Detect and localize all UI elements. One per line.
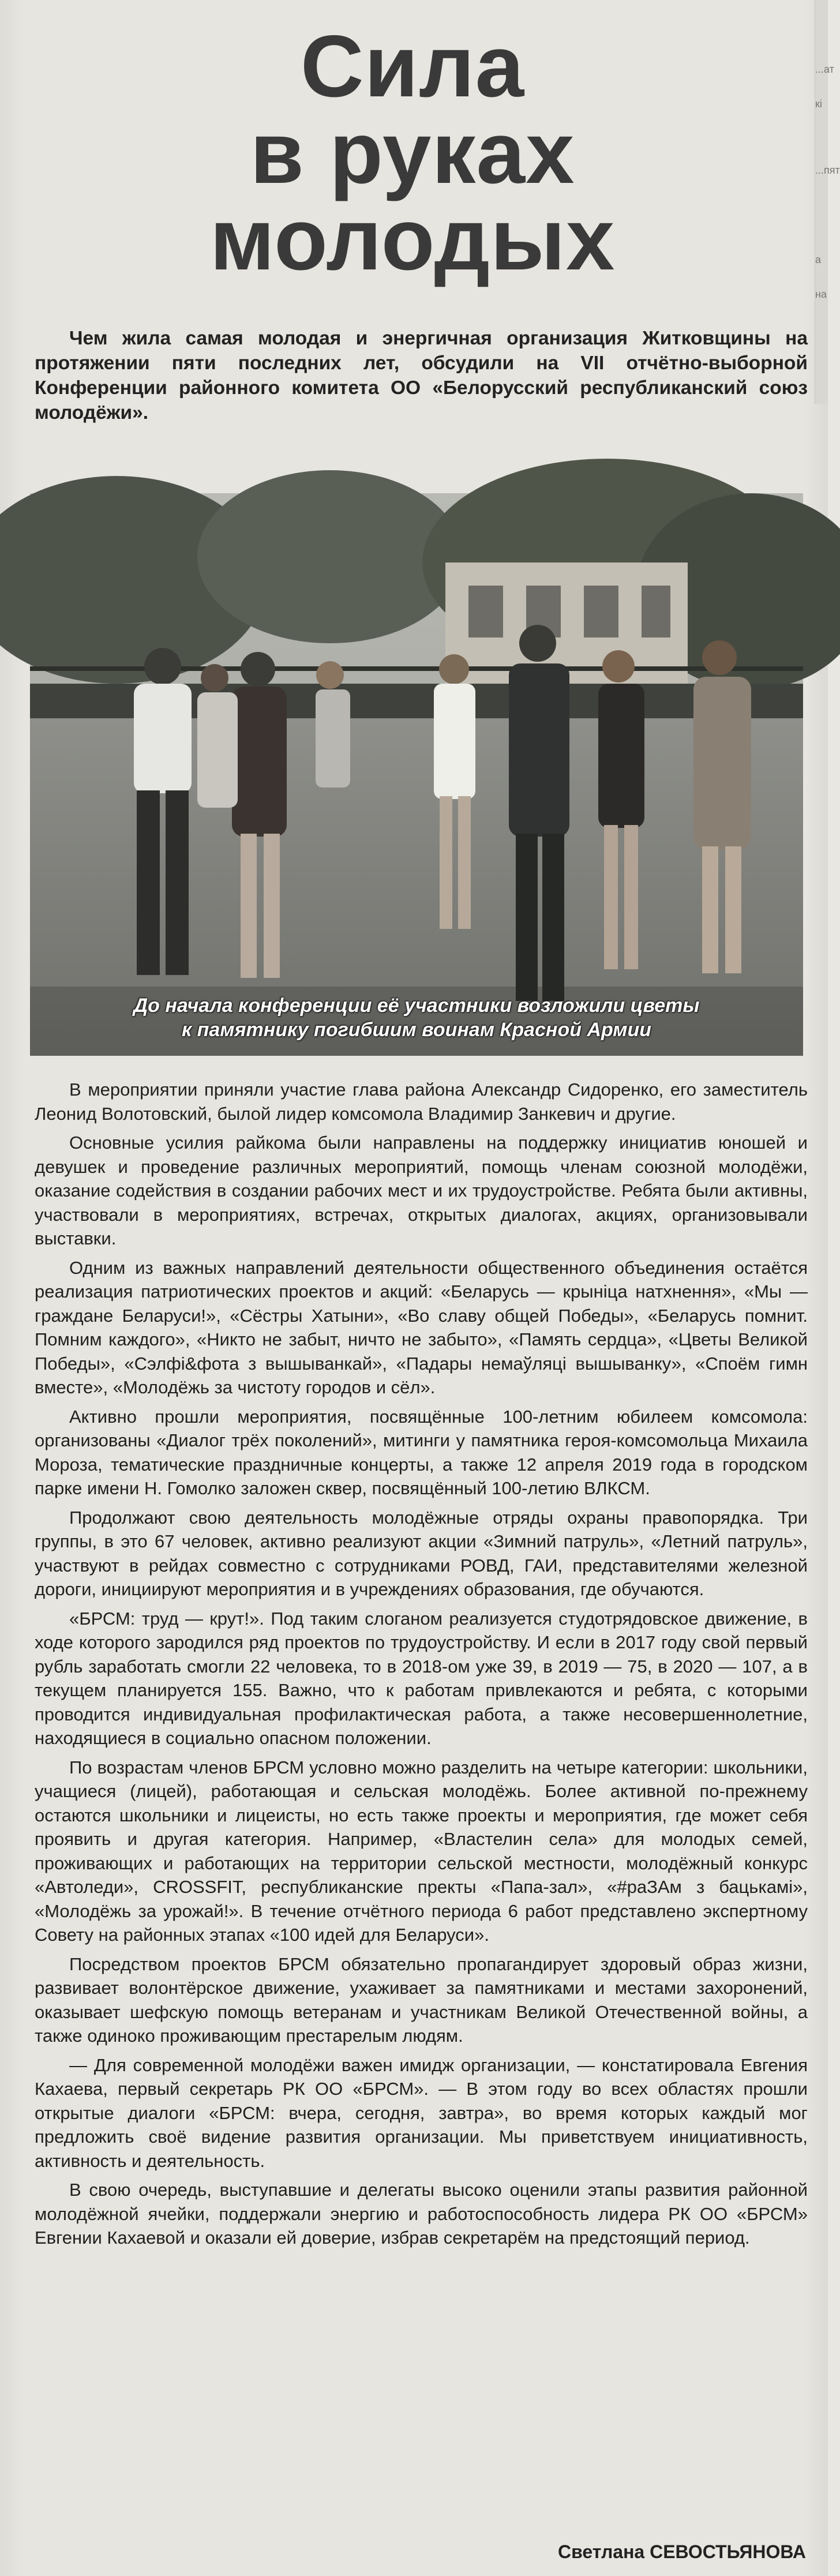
body-paragraph: Основные усилия райкома были направлены на поддержку инициатив юношей и девушек и проведение различных мероприятий, помощь членам союзной молодёжи, оказание содействия в создании рабочих мест и их трудоустройстве. Ребята были активны, участвовали в мероприятиях, встречах, открытых диалогах, акциях, организовывали выставки. — [35, 1133, 808, 1248]
body-paragraph: «БРСМ: труд — крут!». Под таким слоганом реализуется студотрядовское движение, в ходе которого зародился ряд проектов по трудоустройству. И если в 2017 году свой первый рубль заработать смогли 22 человека, то в 2018-ом уже 39, в 2019 — 75, в 2020 — 107, а в текущем планируется 155. Важно, что к работам привлекаются и ребята, с которыми проводится индивидуальная профилактическая работа, а также несовершеннолетние, находящиеся в социально опасном положении. — [35, 1608, 808, 1748]
photo-caption — [30, 993, 803, 1042]
article-headline — [69, 17, 756, 288]
headline-line: Сила — [300, 17, 525, 115]
body-paragraph: Посредством проектов БРСМ обязательно пропагандирует здоровый образ жизни, развивает волонтёрское движение, ухаживает за памятниками и местами захоронений, оказывает шефскую помощь ветеранам и участникам Великой Отечественной войны, а также одиноко проживающим престарелым людям. — [35, 1953, 808, 2046]
body-paragraph: В свою очередь, выступавшие и делегаты высоко оценили этапы развития районной молодёжной ячейки, поддержали энергию и работоспособность лидера РК ОО «БРСМ» Евгении Кахаевой и оказали ей доверие, избрав секретарём на предстоящий период. — [35, 2180, 808, 2248]
body-paragraph: Активно прошли мероприятия, посвящённые 100-летним юбилеем комсомола: организованы «Диалог трёх поколений», митинги у памятника героя-комсомольца Михаила Мороза, тематические праздничные концерты, а также 12 апреля 2019 года в городском парке имени Н. Гомолко заложен сквер, посвящённый 100-летию ВЛКСМ. — [35, 1406, 808, 1498]
author-signature: Светлана СЕВОСТЬЯНОВА — [557, 2541, 806, 2562]
adjacent-text-fragment: а — [815, 254, 822, 265]
headline-line: молодых — [209, 190, 616, 288]
caption-line: к памятнику погибшим воинам Красной Армии — [181, 1019, 651, 1041]
photo-illustration — [30, 493, 803, 1056]
body-paragraph: По возрастам членов БРСМ условно можно разделить на четыре категории: школьники, учащиеся (лицей), работающая и сельская молодёжь. Более активной по-прежнему остаются школьники и лицеисты, но есть также проекты и мероприятия, где может себя проявить и другая категория. Например, «Властелин села» для молодых семей, проживающих и работающих на территории сельской местности, молодёжный конкурс «Автоледи», CROSSFIT, республиканские пректы «Папа-зал», «#раЗАм з бацькамі», «Молодёжь за урожай!». В течение отчётного периода 6 работ представлено экспертному Совету на районных этапах «100 идей для Беларуси». — [35, 1757, 808, 1945]
body-paragraph: Одним из важных направлений деятельности общественного объединения остаётся реализация патриотических проектов и акций: «Беларусь — крыніца натхнення», «Мы — граждане Беларуси!», «Сёстры Хатыни», «Во славу общей Победы», «Беларусь помнит. Помним каждого», «Никто не забыт, ничто не забыто», «Память сердца», «Цветы Великой Победы», «Сэлфі&фота з вышыванкай», «Падары немаўляці вышыванку», «Споём гимн вместе», «Молодёжь за чистоту городов и сёл». — [35, 1257, 808, 1397]
article-lead: Чем жила самая молодая и энергичная организация Житковщины на протяжении пяти последних лет, обсудили на VII отчётно-выборной Конференции районного комитета ОО «Белорусский республиканский союз молодёжи». — [35, 328, 808, 423]
body-paragraph: В мероприятии приняли участие глава района Александр Сидоренко, его заместитель Леонид Волотовский, былой лидер комсомола Владимир Занкевич и другие. — [35, 1079, 808, 1124]
headline-line: в руках — [250, 104, 575, 202]
adjacent-column-edge — [815, 0, 840, 404]
caption-line: До начала конференции её участники возложили цветы — [133, 995, 700, 1017]
adjacent-text-fragment: ...пят — [815, 164, 840, 176]
adjacent-text-fragment: на — [815, 288, 827, 300]
article-body — [35, 1078, 808, 2255]
adjacent-text-fragment: ...ат — [815, 63, 834, 75]
body-paragraph: Продолжают свою деятельность молодёжные отряды охраны правопорядка. Три группы, в это 67 человек, активно реализуют акции «Зимний патруль», «Летний патруль», участвуют в рейдах совместно с сотрудниками РОВД, ГАИ, представителями железной дороги, инициируют мероприятия и в учреждениях образования, где обучаются. — [35, 1507, 808, 1599]
article-photo — [30, 493, 803, 1056]
body-paragraph: — Для современной молодёжи важен имидж организации, — констатировала Евгения Кахаева, первый секретарь РК ОО «БРСМ». — В этом году во всех областях прошли открытые диалоги «БРСМ: вчера, сегодня, завтра», во время которых каждый мог предложить своё видение развития организации. Мы приветствуем инициативность, активность и деятельность. — [35, 2054, 808, 2171]
adjacent-text-fragment: кі — [815, 98, 822, 110]
